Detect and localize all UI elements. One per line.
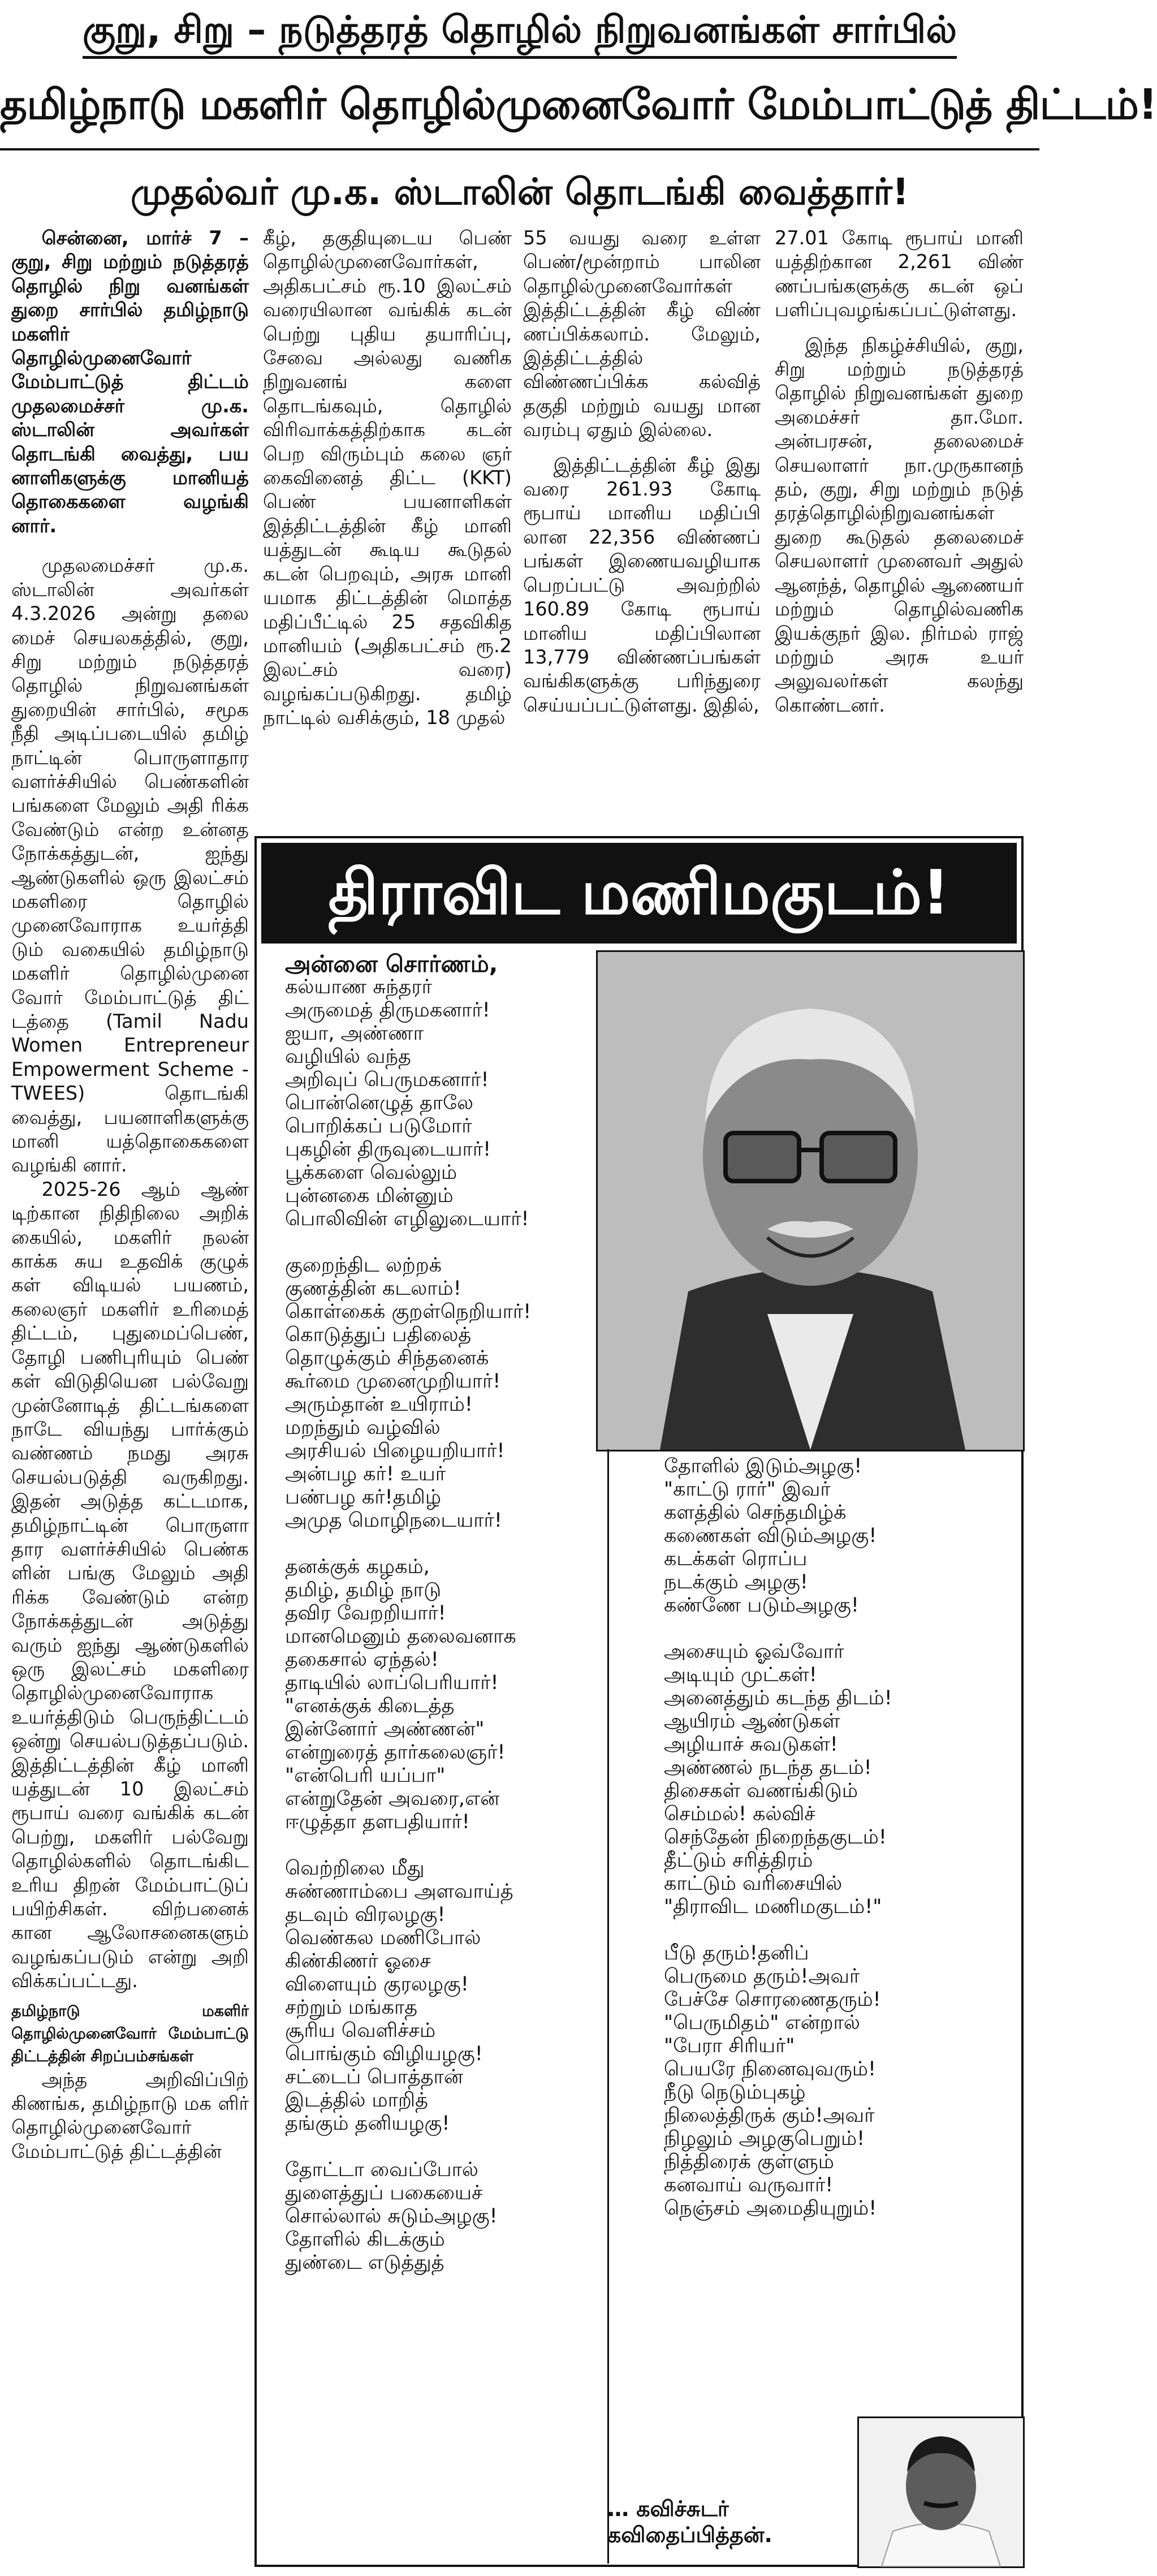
poem-line: பொறிக்கப் படுமோர் xyxy=(285,1115,472,1138)
poem-line: அனைத்தும் கடந்த திடம்! xyxy=(664,1687,892,1709)
poem-line: பெயரே நினைவுவரும்! xyxy=(664,2058,877,2080)
poem-line: கூர்மை முனைமுறியார்! xyxy=(285,1370,501,1393)
article-subhead: தமிழ்நாடு மகளிர் தொழில்முனைவோர் மேம்பாட்டு திட்டத்தின் சிறப்பம்சங்கள் xyxy=(11,2002,249,2065)
poem-stanza xyxy=(285,1556,590,1834)
article-column-4-text-a: 27.01 கோடி ரூபாய் மானி யத்திற்கான 2,261 விண் ணப்பங்களுக்கு கடன் ஒப் பளிப்புவழங்கப்பட்டுள்ளது. xyxy=(775,227,1024,321)
poem-line: நீடு நெடும்புகழ் xyxy=(664,2081,806,2104)
portrait-illustration xyxy=(598,952,1023,1450)
poem-line: ஆயிரம் ஆண்டுகள் xyxy=(664,1710,840,1733)
poem-line: சூரிய வெளிச்சம் xyxy=(285,2019,436,2042)
poem-line: தனக்குக் கழகம், xyxy=(285,1556,430,1578)
poem-stanza xyxy=(285,1857,590,2135)
poem-line: மறந்தும் வழ்வில் xyxy=(285,1416,441,1439)
poem-line: அடியும் முட்கள்! xyxy=(664,1664,817,1686)
poem-line: சுண்ணாம்பை அளவாய்த் xyxy=(285,1880,513,1903)
poem-line: பீடு தரும்!தனிப் xyxy=(664,1942,809,1965)
article-column-3 xyxy=(523,226,761,826)
poem-line: நித்திரைக் குள்ளும் xyxy=(664,2151,834,2173)
poem-line: நிழலும் அழகுபெறும்! xyxy=(664,2127,865,2150)
poem-line: ஈழுத்தா தளபதியார்! xyxy=(285,1811,470,1833)
poem-line: சட்டைப் பொத்தான் xyxy=(285,2066,463,2088)
poem-line: ஐயா, அண்ணா xyxy=(285,1022,424,1045)
poem-line: குணத்தின் கடலாம்! xyxy=(285,1277,461,1300)
poem-line: வழியில் வந்த xyxy=(285,1045,411,1068)
poem-line: தங்கும் தனியழகு! xyxy=(285,2112,450,2135)
poem-line: துளைத்துப் பகையைச் xyxy=(285,2182,483,2204)
article-column-1 xyxy=(11,226,249,2568)
poem-line: செந்தேன் நிறைந்தகுடம்! xyxy=(664,1826,887,1849)
poem-line: பூக்களை வெல்லும் xyxy=(285,1161,457,1184)
poem-line: என்றுதேன் அவரை,என் xyxy=(285,1787,500,1810)
poem-line: குறைந்திட லற்றக் xyxy=(285,1254,442,1277)
poem-column-divider xyxy=(607,1449,609,2564)
article-paragraph-1: முதலமைச்சர் மு.க. ஸ்டாலின் அவர்கள் 4.3.2026 அன்று தலை மைச் செயலகத்தில், குறு, சிறு மற்றும் நடுத்தரத் தொழில் நிறுவனங்கள் துறையின் சார்பில், சமூக நீதி அடிப்படையில் தமிழ் நாட்டின் பொருளாதார வளர்ச்சியில் பெண்களின் பங்களை மேலும் அதி ரிக்க வேண்டும் என்ற உன்னத நோக்கத்துடன், ஐந்து ஆண்டுகளில் ஒரு இலட்சம் மகளிரை தொழில் முனைவோராக உயர்த்தி டும் வகையில் தமிழ்நாடு மகளிர் தொழில்முனை வோர் மேம்பாட்டுத் திட் டத்தை (Tamil Nadu Women Entrepreneur Empowerment Scheme - TWEES) தொடங்கி வைத்து, பயனாளிகளுக்கு மானி யத்தொகைகளை வழங்கி னார். xyxy=(11,554,249,1177)
poem-line: "திராவிட மணிமகுடம்!" xyxy=(664,1896,882,1918)
kicker-headline xyxy=(0,0,1039,59)
poem-line: அறிவுப் பெருமகனார்! xyxy=(285,1069,489,1091)
poem-stanza xyxy=(664,1942,981,2220)
author-portrait-illustration xyxy=(859,2418,1023,2566)
poem-line: சொல்லால் சுடும்அழகு! xyxy=(285,2205,498,2228)
poet-author-photo xyxy=(857,2416,1025,2568)
poem-line: களத்தில் செந்தமிழ்க் xyxy=(664,1501,847,1524)
poem-line: நெஞ்சம் அமைதியுறும்! xyxy=(664,2197,877,2220)
poem-line: கொள்கைக் குறள்நெறியார்! xyxy=(285,1300,532,1323)
kicker-text: குறு, சிறு – நடுத்தரத் தொழில் நிறுவனங்கள் சார்பில் xyxy=(83,4,957,59)
poem-line: பொங்கும் விழியழகு! xyxy=(285,2043,483,2065)
poem-line: திசைகள் வணங்கிடும் xyxy=(664,1780,858,1802)
poem-line: கிண்கிணர் ஓசை xyxy=(285,1950,431,1972)
poem-line: தோட்டா வைப்போல் xyxy=(285,2159,478,2181)
poem-line: புன்னகை மின்னும் xyxy=(285,1184,454,1207)
poem-stanza xyxy=(664,1455,981,1617)
poem-line: அமுத மொழிநடையார்! xyxy=(285,1509,502,1532)
poem-stanza xyxy=(664,1640,981,1919)
poem-line: "பேரா சிரியர்" xyxy=(664,2035,795,2057)
article-column-4-text-b: இந்த நிகழ்ச்சியில், குறு, சிறு மற்றும் நடுத்தரத் தொழில் நிறுவனங்கள் துறை அமைச்சர் தா.மோ. அன்பரசன், தலைமைச் செயலாளர் நா.முருகானந் தம், குறு, சிறு மற்றும் நடுத் தரத்தொழில்நிறுவனங்கள் துறை கூடுதல் தலைமைச் செயலாளர் முனைவர் அதுல் ஆனந்த், தொழில் ஆணையர் மற்றும் தொழில்வணிக இயக்குநர் இல. நிர்மல் ராஜ் மற்றும் அரசு உயர் அலுவலர்கள் கலந்து கொண்டனர். xyxy=(775,334,1024,716)
poem-line: காட்டும் வரிசையில் xyxy=(664,1872,843,1895)
poem-line: இன்னோர் அண்ணன்" xyxy=(285,1718,485,1741)
poem-line: விளையும் குரலழகு! xyxy=(285,1973,469,1996)
poem-line: தடவும் விரலழகு! xyxy=(285,1903,446,1926)
poem-signature xyxy=(607,2496,772,2548)
poem-line: பொன்னெழுத் தாலே xyxy=(285,1092,473,1114)
poem-line: கடக்கள் ரொப்ப xyxy=(664,1548,808,1570)
poem-line: தகைசால் ஏந்தல்! xyxy=(285,1648,439,1671)
article-column-2-text: கீழ், தகுதியுடைய பெண் தொழில்முனைவோர்கள், அதிகபட்சம் ரூ.10 இலட்சம் வரையிலான வங்கிக் கடன் பெற்று புதிய தயாரிப்பு, சேவை அல்லது வணிக நிறுவனங் களை தொடங்கவும், தொழில் விரிவாக்கத்திற்காக கடன் பெற விரும்பும் கலை ஞர் கைவினைத் திட்ட (KKT) பெண் பயனாளிகள் இத்திட்டத்தின் கீழ் மானி யத்துடன் கூடிய கூடுதல் கடன் பெறவும், அரசு மானி யமாக திட்டத்தின் மொத்த மதிப்பீட்டில் 25 சதவிகித மானியம் (அதிகபட்சம் ரூ.2 இலட்சம் வரை) வழங்கப்படுகிறது. தமிழ் நாட்டில் வசிக்கும், 18 முதல் xyxy=(263,227,512,729)
poem-line: "காட்டு ரார்" இவர் xyxy=(664,1478,831,1501)
poem-line: துண்டை எடுத்துத் xyxy=(285,2251,444,2274)
poem-line: செம்மல்! கல்விச் xyxy=(664,1803,815,1825)
poem-line: சற்றும் மங்காத xyxy=(285,1996,418,2019)
poem-line: அரசியல் பிழையறியார்! xyxy=(285,1440,505,1462)
article-paragraph-3: அந்த அறிவிப்பிற் கிணங்க, தமிழ்நாடு மக ளிர் தொழில்முனைவோர் மேம்பாட்டுத் திட்டத்தின் xyxy=(11,2068,249,2163)
poem-stanza xyxy=(285,2159,590,2275)
sub-headline: முதல்வர் மு.க. ஸ்டாலின் தொடங்கி வைத்தார்! xyxy=(130,171,909,213)
poem-line: வெற்றிலை மீது xyxy=(285,1857,425,1880)
article-column-3-text-a: 55 வயது வரை உள்ள பெண்/மூன்றாம் பாலின தொழில்முனைவோர்கள் இத்திட்டத்தின் கீழ் விண் ணப்பிக்கலாம். மேலும், இத்திட்டத்தில் விண்ணப்பிக்க கல்வித் தகுதி மற்றும் வயது மான வரம்பு ஏதும் இல்லை. xyxy=(523,227,761,441)
poem-left-column xyxy=(285,950,590,2275)
poem-right-column xyxy=(664,1455,981,2220)
poem-line: பேச்சே சொரணைதரும்! xyxy=(664,1988,881,2011)
poem-line: இடத்தில் மாறித் xyxy=(285,2089,428,2112)
signature-line-2: கவிதைப்பித்தன். xyxy=(607,2522,772,2547)
headline-rule xyxy=(0,148,1039,150)
poem-line: தொழுக்கும் சிந்தனைக் xyxy=(285,1347,489,1369)
poem-line: வெண்கல மணிபோல் xyxy=(285,1927,481,1949)
poem-line: தோளில் கிடக்கும் xyxy=(285,2228,445,2251)
poem-line: தோளில் இடும்அழகு! xyxy=(664,1455,862,1477)
signature-line-1: … கவிச்சுடர் xyxy=(607,2496,729,2521)
poem-line: "என்பெரி யப்பா" xyxy=(285,1764,446,1787)
poem-line: பொலிவின் எழிலுடையார்! xyxy=(285,1208,529,1230)
poem-line: பண்பழ கர்!தமிழ் xyxy=(285,1486,442,1509)
poem-stanza xyxy=(285,950,590,1231)
article-column-2 xyxy=(263,226,512,826)
poem-line: என்றுரைத் தார்கலைஞர்! xyxy=(285,1741,506,1764)
poem-line: புகழின் திருவுடையார்! xyxy=(285,1138,491,1161)
poem-line: "பெருமிதம்" என்றால் xyxy=(664,2011,860,2034)
poem-line: தமிழ், தமிழ் நாடு xyxy=(285,1579,442,1601)
poem-line: கண்ணே படும்அழகு! xyxy=(664,1594,859,1617)
poem-stanza xyxy=(285,1254,590,1532)
poem-line: அரும்தான் உயிராம்! xyxy=(285,1393,473,1416)
poem-line: கல்யாண சுந்தரர் xyxy=(285,976,432,998)
poem-line: கனவாய் வருவார்! xyxy=(664,2174,834,2196)
poem-line: அசையும் ஓவ்வோர் xyxy=(664,1640,844,1663)
poem-line: நடக்கும் அழகு! xyxy=(664,1571,808,1593)
poem-line: மானமெனும் தலைவனாக xyxy=(285,1625,516,1648)
poem-line: தவிர வேறறியார்! xyxy=(285,1602,446,1625)
poem-line: தாடியில் லாப்பெரியார்! xyxy=(285,1672,499,1694)
main-headline: தமிழ்நாடு மகளிர் தொழில்முனைவோர் மேம்பாட்டுத் திட்டம்! xyxy=(0,80,1157,129)
article-lead: சென்னை, மார்ச் 7 – குறு, சிறு மற்றும் நடுத்தரத் தொழில் நிறு வனங்கள் துறை சார்பில் தமிழ்நாடு மகளிர் தொழில்முனைவோர் மேம்பாட்டுத் திட்டம் முதலமைச்சர் மு.க. ஸ்டாலின் அவர்கள் தொடங்கி வைத்து, பய னாளிகளுக்கு மானியத் தொகைகளை வழங்கி னார். xyxy=(11,227,249,537)
poem-line: அழியாச் சுவடுகள்! xyxy=(664,1733,838,1756)
poem-box xyxy=(254,836,1024,2567)
poem-line: பெருமை தரும்!அவர் xyxy=(664,1965,860,1988)
poem-line: கொடுத்துப் பதிலைத் xyxy=(285,1324,472,1346)
poem-line: நிலைத்திருக் கும்!அவர் xyxy=(664,2104,875,2127)
poem-line: அருமைத் திருமகனார்! xyxy=(285,999,490,1022)
poem-line: அண்ணல் நடந்த தடம்! xyxy=(664,1756,872,1779)
poem-line: கணைகள் விடும்அழகு! xyxy=(664,1524,877,1547)
article-column-4 xyxy=(775,226,1024,826)
poet-subject-photo xyxy=(596,950,1025,1451)
poem-line: தீட்டும் சரித்திரம் xyxy=(664,1849,813,1872)
article-paragraph-2: 2025-26 ஆம் ஆண் டிற்கான நிதிநிலை அறிக் கையில், மகளிர் நலன் காக்க சுய உதவிக் குழுக் கள் விடியல் பயணம், கலைஞர் மகளிர் உரிமைத் திட்டம், புதுமைப்பெண், தோழி பணிபுரியும் பெண் கள் விடுதியென பல்வேறு முன்னோடித் திட்டங்களை நாடே வியந்து பார்க்கும் வண்ணம் நமது அரசு செயல்படுத்தி வருகிறது. இதன் அடுத்த கட்டமாக, தமிழ்நாட்டின் பொருளா தார வளர்ச்சியில் பெண்க ளின் பங்கு மேலும் அதி ரிக்க வேண்டும் என்ற நோக்கத்துடன் அடுத்து வரும் ஐந்து ஆண்டுகளில் ஒரு இலட்சம் மகளிரை தொழில்முனைவோராக உயர்த்திடும் பெருந்திட்டம் ஒன்று செயல்படுத்தப்படும். இத்திட்டத்தின் கீழ் மானி யத்துடன் 10 இலட்சம் ரூபாய் வரை வங்கிக் கடன் பெற்று, மகளிர் பல்வேறு தொழில்களில் தொடங்கிட உரிய திறன் மேம்பாட்டுப் பயிற்சிகள். விற்பனைக் கான ஆலோசனைகளும் வழங்கப்படும் என்று அறி விக்கப்பட்டது. xyxy=(11,1178,249,1992)
poem-line: அன்னை சொர்ணம், xyxy=(285,950,498,977)
poem-line: அன்பழ கர்! உயர் xyxy=(285,1463,446,1485)
article-column-3-text-b: இத்திட்டத்தின் கீழ் இது வரை 261.93 கோடி ரூபாய் மானிய மதிப்பி லான 22,356 விண்ணப் பங்கள் இணையவழியாக பெறப்பட்டு அவற்றில் 160.89 கோடி ரூபாய் மானிய மதிப்பிலான 13,779 விண்ணப்பங்கள் வங்கிகளுக்கு பரிந்துரை செய்யப்பட்டுள்ளது. இதில், xyxy=(523,454,761,716)
poem-title: திராவிட மணிமகுடம்! xyxy=(261,843,1017,944)
poem-line: "எனக்குக் கிடைத்த xyxy=(285,1695,455,1717)
